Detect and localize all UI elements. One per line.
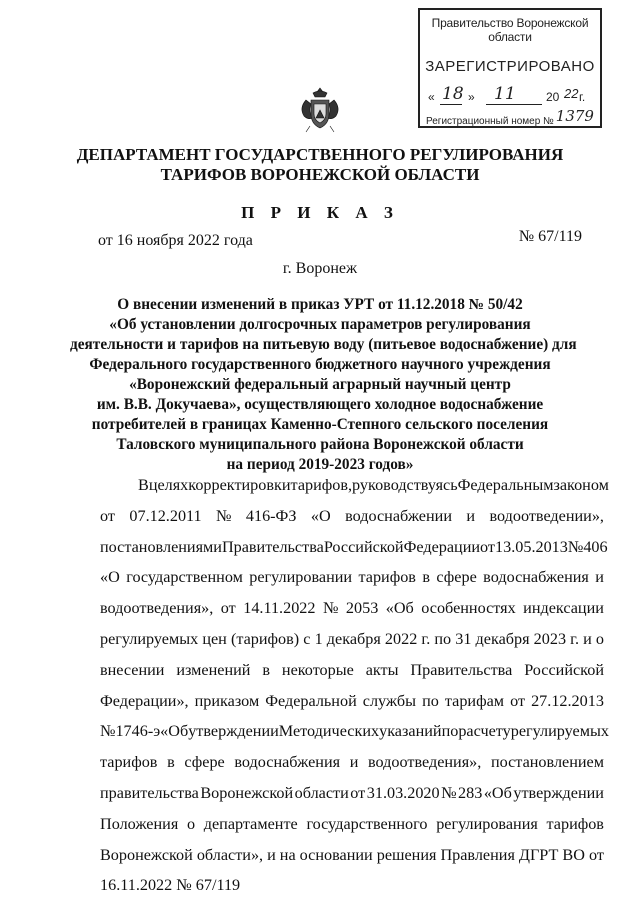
body-word: изменений	[176, 660, 251, 679]
stamp-quote-open: «	[428, 90, 435, 104]
order-title: П Р И К А З	[241, 203, 399, 222]
body-word: 13.05.2013	[495, 537, 568, 556]
body-word: по	[422, 691, 439, 710]
body-word: «О	[310, 506, 331, 525]
stamp-quote-close: »	[468, 90, 475, 104]
body-word: декабря	[326, 629, 381, 648]
stamp-year-hand: 22	[564, 86, 579, 101]
body-line	[100, 593, 604, 624]
body-word: и	[267, 845, 276, 864]
body-line	[100, 470, 609, 501]
body-word: государственного	[306, 814, 428, 833]
body-word: в	[262, 660, 271, 679]
body-word: 283	[458, 783, 483, 802]
stamp-year-suffix: г.	[579, 90, 586, 104]
body-line	[100, 716, 609, 747]
body-word: регулируемых	[510, 722, 609, 741]
body-line	[100, 655, 604, 686]
body-word: некоторые	[281, 660, 354, 679]
body-word: «Об	[160, 722, 189, 741]
body-word: решения	[376, 845, 437, 864]
stamp-reg-label: Регистрационный номер №	[426, 116, 554, 127]
body-word: по	[434, 629, 452, 648]
coat-of-arms-icon	[298, 84, 342, 134]
stamp-year-prefix: 20	[546, 90, 560, 104]
body-word: сфере	[184, 753, 225, 772]
body-word: Федерации	[403, 537, 481, 556]
body-word: утверждении	[188, 722, 279, 741]
body-line	[100, 686, 604, 717]
subject-line: О внесении изменений в приказ УРТ от 11.12.2018 № 50/42	[117, 296, 523, 313]
subject-line: на период 2019-2023 годов»	[226, 456, 414, 473]
body-word: службы	[362, 691, 417, 710]
body-word: водоотведении»,	[489, 506, 604, 525]
body-word: (тарифов)	[230, 629, 300, 648]
body-word: 1	[314, 629, 323, 648]
stamp-date	[428, 84, 592, 108]
body-word: внесении	[100, 660, 165, 679]
body-word: цен	[202, 629, 227, 648]
body-word: в	[167, 753, 175, 772]
body-word: водоотведения»,	[100, 599, 214, 618]
body-word: и	[583, 629, 592, 648]
body-word: водоотведения»,	[368, 753, 482, 772]
body-word: 2053	[345, 599, 379, 618]
subject-line: Федерального государственного бюджетного научного учреждения	[89, 356, 551, 373]
body-line	[100, 747, 604, 778]
body-word: на	[279, 845, 296, 864]
subject-line: Таловского муниципального района Воронежской области	[116, 436, 524, 453]
department-name-line-2: ТАРИФОВ ВОРОНЕЖСКОЙ ОБЛАСТИ	[160, 165, 480, 184]
registration-stamp	[418, 8, 602, 128]
body-word: 07.12.2011	[129, 506, 202, 525]
body-word: №	[100, 722, 116, 741]
body-word: департаменте	[203, 814, 298, 833]
body-word: приказом	[194, 691, 260, 710]
body-word: №	[441, 783, 457, 802]
body-line	[100, 778, 604, 809]
body-word: 31.03.2020	[366, 783, 440, 802]
body-word: корректировки	[188, 476, 291, 494]
body-word: г.	[570, 629, 579, 648]
body-word: сфере	[436, 568, 477, 587]
body-word: от	[588, 845, 604, 864]
body-word: тарифов	[358, 568, 416, 587]
body-word: и	[349, 753, 359, 772]
body-word: о	[186, 814, 196, 833]
body-word: правительства	[100, 783, 199, 802]
body-line	[100, 809, 604, 840]
body-word: водоснабжения	[483, 568, 589, 587]
order-city: г. Воронеж	[282, 260, 358, 277]
body-word: законом	[553, 476, 609, 494]
body-word: утверждении	[513, 783, 604, 802]
body-word: с	[303, 629, 311, 648]
body-word: основании	[299, 845, 373, 864]
body-word: Федеральной	[265, 691, 357, 710]
body-word: Воронежской	[200, 783, 294, 802]
body-word: индексации	[523, 599, 604, 618]
body-word: от	[350, 783, 366, 802]
body-word: 416-ФЗ	[245, 506, 297, 525]
body-word: от	[100, 506, 115, 525]
stamp-reg-number: 1379	[555, 107, 594, 125]
body-word: о	[595, 629, 604, 648]
body-word: Методических	[278, 722, 380, 741]
body-word: ВО	[562, 845, 585, 864]
body-word: от	[480, 537, 496, 556]
body-word: регулирования	[436, 814, 538, 833]
body-word: и	[466, 506, 476, 525]
body-line	[100, 532, 608, 563]
body-line	[100, 840, 604, 871]
body-word: тарифов	[100, 753, 158, 772]
stamp-reg-number-row	[426, 107, 594, 128]
body-word: №	[567, 537, 584, 556]
body-line	[100, 501, 604, 532]
stamp-month: 11	[494, 84, 516, 104]
body-word: 31	[455, 629, 472, 648]
body-word: г.	[421, 629, 431, 648]
body-word: Федерации»,	[100, 691, 189, 710]
order-body	[100, 470, 609, 901]
body-word: от	[220, 599, 236, 618]
department-name-line-1: ДЕПАРТАМЕНТ ГОСУДАРСТВЕННОГО РЕГУЛИРОВАНИЯ	[76, 145, 564, 164]
body-line: 16.11.2022 № 67/119	[100, 876, 241, 895]
body-word: декабря	[475, 629, 530, 648]
body-word: от	[510, 691, 526, 710]
order-number: № 67/119	[518, 228, 582, 245]
body-word: Правительства	[221, 537, 324, 556]
body-word: расчету	[458, 722, 511, 741]
body-word: области»,	[196, 845, 264, 864]
body-word: тарифам	[444, 691, 505, 710]
body-word: Правления	[440, 845, 515, 864]
body-word: Федеральным	[457, 476, 554, 494]
body-word: тарифов,	[290, 476, 353, 494]
body-word: в	[422, 568, 431, 587]
subject-line: «Об установлении долгосрочных параметров регулирования	[109, 316, 531, 333]
body-word: Воронежской	[100, 845, 193, 864]
body-word: и	[595, 568, 604, 587]
body-word: Правительства	[410, 660, 513, 679]
body-word: особенностях	[421, 599, 516, 618]
body-line	[100, 624, 604, 655]
body-word: целях	[148, 476, 189, 494]
order-date: от 16 ноября 2022 года	[98, 232, 253, 249]
body-word: №	[216, 506, 232, 525]
body-word: постановлением	[490, 753, 604, 772]
body-word: ДГРТ	[518, 845, 559, 864]
stamp-registered-label: ЗАРЕГИСТРИРОВАНО	[425, 58, 595, 75]
body-word: Российской	[524, 660, 604, 679]
body-word: В	[138, 476, 149, 494]
stamp-authority: Правительство Воронежской области	[431, 16, 589, 44]
body-word: Российской	[323, 537, 404, 556]
body-word: руководствуясь	[352, 476, 458, 494]
stamp-day: 18	[442, 84, 464, 104]
body-word: 1746-э	[115, 722, 161, 741]
body-word: водоснабжении	[345, 506, 452, 525]
subject-line: «Воронежский федеральный аграрный научный центр	[129, 376, 511, 393]
body-word: указаний	[379, 722, 442, 741]
body-word: 2022	[384, 629, 418, 648]
body-word: акты	[365, 660, 399, 679]
body-word: 14.11.2022	[243, 599, 316, 618]
body-word: №	[322, 599, 339, 618]
order-subject	[70, 295, 577, 475]
body-word: «Об	[385, 599, 414, 618]
subject-line: им. В.В. Докучаева», осуществляющего холодное водоснабжение	[96, 396, 544, 413]
body-line	[100, 562, 604, 593]
body-word: Положения	[100, 814, 179, 833]
body-word: «О	[100, 568, 120, 587]
body-word: государственном	[126, 568, 243, 587]
body-word: по	[441, 722, 459, 741]
body-word: 2023	[533, 629, 567, 648]
body-word: 406	[583, 537, 608, 556]
body-word: постановлениями	[100, 537, 222, 556]
body-word: регулировании	[249, 568, 353, 587]
body-word: области	[294, 783, 349, 802]
subject-line: потребителей в границах Каменно-Степного сельского поселения	[91, 416, 549, 433]
body-word: регулируемых	[100, 629, 199, 648]
subject-line: деятельности и тарифов на питьевую воду (питьевое водоснабжение) для	[70, 336, 577, 353]
body-word: «Об	[483, 783, 512, 802]
body-word: 27.12.2013	[531, 691, 604, 710]
body-word: тарифов	[546, 814, 604, 833]
body-word: водоснабжения	[234, 753, 341, 772]
